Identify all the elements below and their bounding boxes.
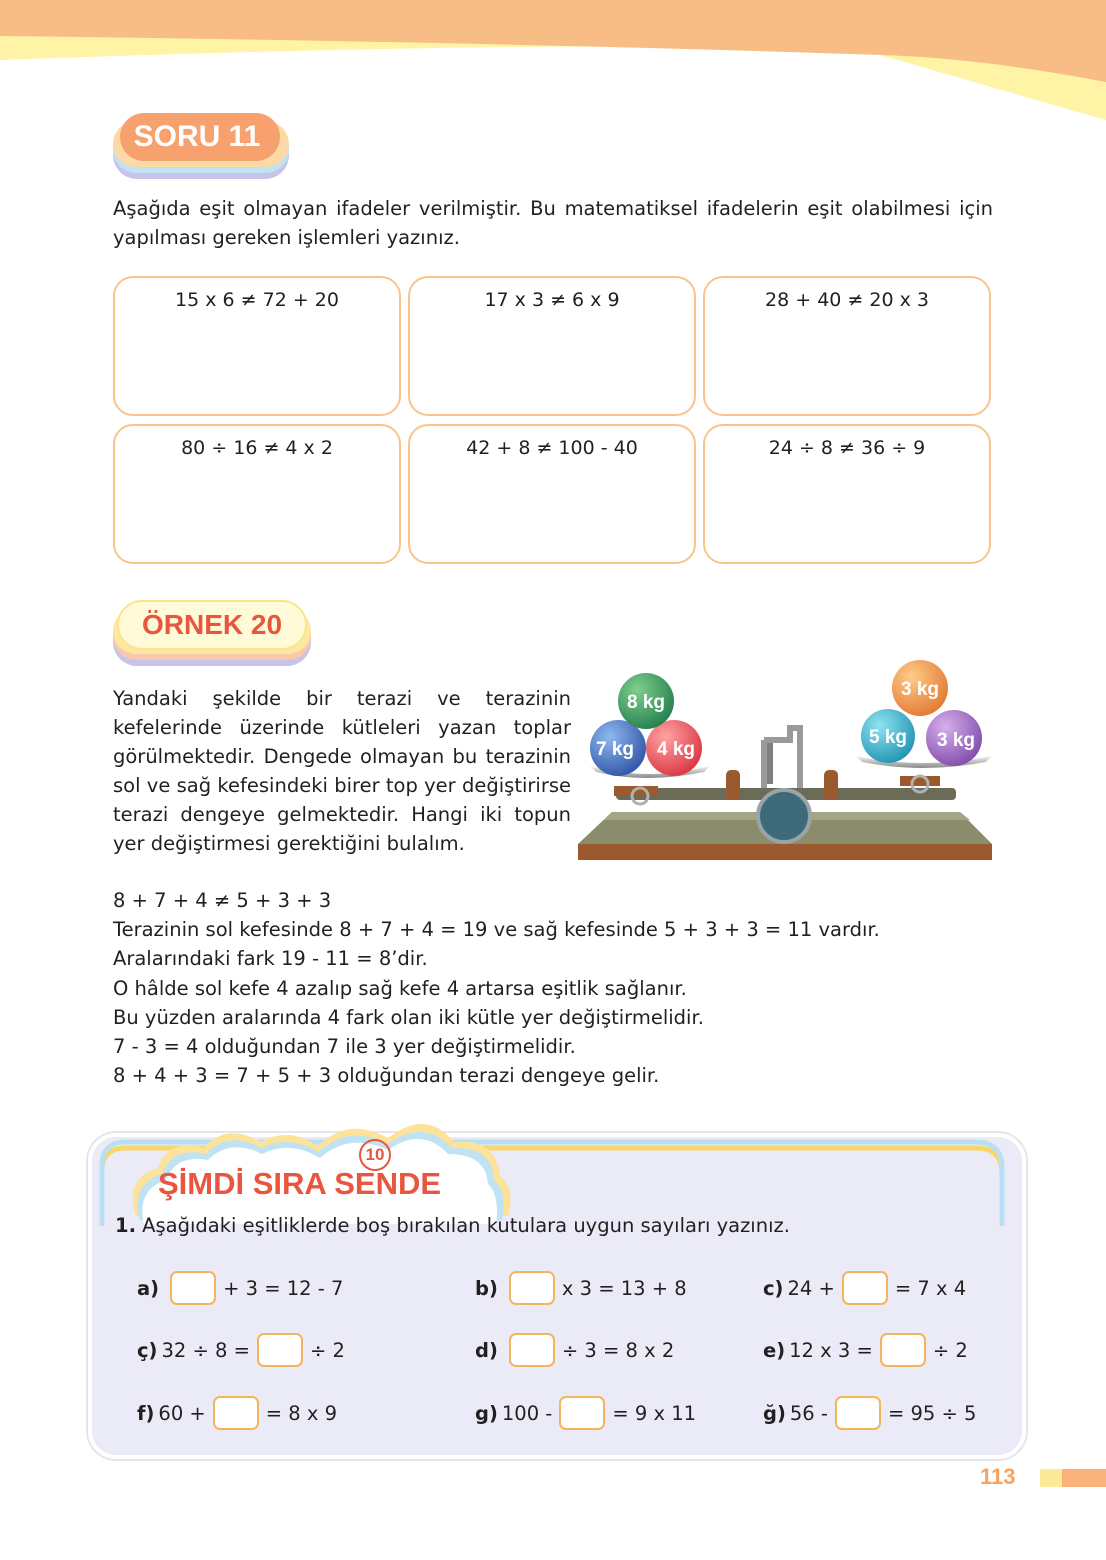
expression-box[interactable] (703, 424, 991, 564)
ball-label: 3 kg (936, 730, 976, 751)
ball-label: 7 kg (595, 739, 635, 760)
expression-text: 15 x 6 ≠ 72 + 20 (175, 289, 339, 311)
example-text: Yandaki şekilde bir terazi ve terazinin kefelerinde üzerinde kütleleri yazan toplar görülmektedir. Dengede olmayan bu terazinin sol ve sağ kefesindeki birer top yer değiştirirse terazi dengeye gelmektedir. Hangi iki topun yer değiştirmesi gerektiğini bulalım. (113, 687, 571, 855)
ball-label: 8 kg (626, 692, 666, 713)
question-badge-label: SORU 11 (133, 120, 261, 153)
exercise-b: b) x 3 = 13 + 8 (475, 1271, 687, 1305)
exercise-d: d) ÷ 3 = 8 x 2 (475, 1333, 674, 1367)
question-badge (112, 111, 290, 181)
page-number-bar (1040, 1469, 1062, 1487)
answer-box[interactable] (880, 1333, 926, 1367)
answer-box[interactable] (559, 1396, 605, 1430)
task-number: 1. (115, 1214, 136, 1237)
practice-title: ŞİMDİ SIRA SENDE (158, 1166, 442, 1201)
practice-task (115, 1212, 790, 1240)
page-number-bar (1062, 1469, 1106, 1487)
exercise-f: f) 60 + = 8 x 9 (137, 1396, 337, 1430)
exercise-c: c) 24 + = 7 x 4 (763, 1271, 966, 1305)
solution-line: Aralarındaki fark 19 - 11 = 8’dir. (113, 947, 428, 971)
answer-box[interactable] (509, 1271, 555, 1305)
ball-label: 4 kg (656, 739, 696, 760)
solution-line: 8 + 4 + 3 = 7 + 5 + 3 olduğundan terazi dengeye gelir. (113, 1064, 660, 1088)
expression-text: 24 ÷ 8 ≠ 36 ÷ 9 (768, 437, 926, 459)
example-badge (112, 600, 312, 668)
expression-box[interactable] (703, 276, 991, 416)
example-badge-label: ÖRNEK 20 (141, 609, 283, 640)
solution-line: 7 - 3 = 4 olduğundan 7 ile 3 yer değiştirmelidir. (113, 1035, 576, 1059)
ball-label: 5 kg (868, 727, 908, 748)
solution-line: Terazinin sol kefesinde 8 + 7 + 4 = 19 ve sağ kefesinde 5 + 3 + 3 = 11 vardır. (113, 918, 880, 942)
exercise-a: a) + 3 = 12 - 7 (137, 1271, 343, 1305)
example-solution (113, 886, 1013, 1090)
expression-text: 80 ÷ 16 ≠ 4 x 2 (181, 437, 333, 459)
expression-text: 17 x 3 ≠ 6 x 9 (484, 289, 620, 311)
answer-box[interactable] (835, 1396, 881, 1430)
answer-box[interactable] (257, 1333, 303, 1367)
solution-line: 8 + 7 + 4 ≠ 5 + 3 + 3 (113, 889, 332, 912)
page-number: 113 (980, 1464, 1016, 1489)
expression-text: 28 + 40 ≠ 20 x 3 (765, 289, 929, 311)
exercise-g: g) 100 - = 9 x 11 (475, 1396, 696, 1430)
expression-box[interactable] (113, 424, 401, 564)
expression-box[interactable] (408, 276, 696, 416)
question-intro: Aşağıda eşit olmayan ifadeler verilmiştir. Bu matematiksel ifadelerin eşit olabilmesi için yapılması gereken işlemleri yazınız. (113, 197, 993, 249)
balance-scale-illustration (576, 658, 994, 862)
task-text: Aşağıdaki eşitliklerde boş bırakılan kutulara uygun sayıları yazınız. (135, 1214, 790, 1237)
ball-label: 3 kg (900, 679, 940, 700)
exercise-c-cedilla: ç) 32 ÷ 8 = ÷ 2 (137, 1333, 345, 1367)
answer-box[interactable] (842, 1271, 888, 1305)
exercise-e: e) 12 x 3 = ÷ 2 (763, 1333, 968, 1367)
answer-box[interactable] (509, 1333, 555, 1367)
expression-text: 42 + 8 ≠ 100 - 40 (466, 437, 638, 459)
solution-line: O hâlde sol kefe 4 azalıp sağ kefe 4 artarsa eşitlik sağlanır. (113, 976, 687, 1000)
exercise-g-breve: ğ) 56 - = 95 ÷ 5 (763, 1396, 976, 1430)
practice-number-label: 10 (365, 1145, 385, 1164)
answer-box[interactable] (213, 1396, 259, 1430)
expression-box[interactable] (113, 276, 401, 416)
expression-box[interactable] (408, 424, 696, 564)
answer-box[interactable] (170, 1271, 216, 1305)
solution-line: Bu yüzden aralarında 4 fark olan iki kütle yer değiştirmelidir. (113, 1005, 704, 1029)
